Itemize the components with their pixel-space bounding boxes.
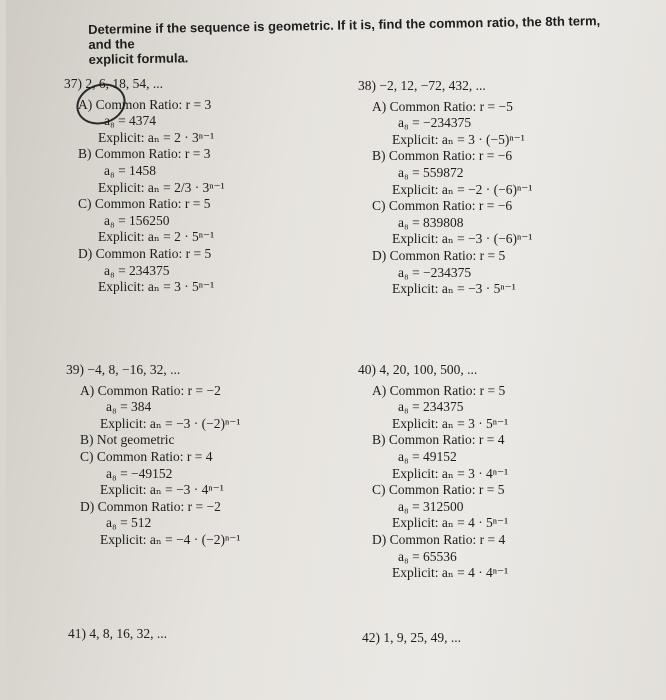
answer-detail: Explicit: aₙ = 3 · 4ⁿ⁻¹ xyxy=(392,465,509,481)
answer-detail: a₈ = 4374 xyxy=(104,113,157,129)
answer-detail: a₈ = 559872 xyxy=(398,164,464,180)
answer-option: A) Common Ratio: r = −5 xyxy=(372,98,513,114)
answer-detail: Explicit: aₙ = −2 · (−6)ⁿ⁻¹ xyxy=(392,181,533,197)
answer-detail: Explicit: aₙ = 4 · 4ⁿ⁻¹ xyxy=(392,565,509,581)
answer-detail: a₈ = 49152 xyxy=(398,448,457,464)
answer-option: D) Common Ratio: r = 4 xyxy=(372,531,506,547)
answer-detail: a₈ = −234375 xyxy=(398,115,472,131)
problem-41 xyxy=(68,626,167,647)
problem-question: 38) −2, 12, −72, 432, ... xyxy=(358,78,486,93)
instructions-line-1: Determine if the sequence is geometric. If it is, find the common ratio, the 8th term, and the xyxy=(88,13,601,52)
answer-detail: a₈ = 839808 xyxy=(398,214,464,230)
answer-detail: Explicit: aₙ = −3 · 4ⁿ⁻¹ xyxy=(100,482,224,498)
problem-39 xyxy=(66,362,240,549)
answer-detail: Explicit: aₙ = −4 · (−2)ⁿ⁻¹ xyxy=(100,531,241,547)
answer-detail: Explicit: aₙ = 3 · 5ⁿ⁻¹ xyxy=(392,415,509,431)
answer-detail: Explicit: aₙ = −3 · (−6)ⁿ⁻¹ xyxy=(392,231,533,247)
problem-question: 40) 4, 20, 100, 500, ... xyxy=(358,362,478,377)
answer-option: B) Not geometric xyxy=(80,432,175,448)
answer-detail: a₈ = 234375 xyxy=(104,262,170,278)
answer-option: A) Common Ratio: r = 5 xyxy=(372,382,506,398)
answer-option: D) Common Ratio: r = 5 xyxy=(78,245,212,261)
answer-detail: a₈ = 312500 xyxy=(398,498,464,514)
answer-option: B) Common Ratio: r = −6 xyxy=(372,148,513,164)
answer-detail: Explicit: aₙ = −3 · (−2)ⁿ⁻¹ xyxy=(100,415,241,431)
problem-38 xyxy=(358,78,532,298)
answer-option: C) Common Ratio: r = −6 xyxy=(372,198,513,214)
answer-detail: Explicit: aₙ = 2 · 5ⁿ⁻¹ xyxy=(98,229,215,245)
problem-question: 42) 1, 9, 25, 49, ... xyxy=(362,630,461,645)
answer-detail: a₈ = 1458 xyxy=(104,162,157,178)
problem-40 xyxy=(358,362,508,582)
answer-option: A) Common Ratio: r = −2 xyxy=(80,382,221,398)
instructions xyxy=(88,13,609,67)
answer-detail: Explicit: aₙ = 3 · 5ⁿ⁻¹ xyxy=(98,279,215,295)
answer-detail: a₈ = 384 xyxy=(106,399,152,415)
answer-option: C) Common Ratio: r = 4 xyxy=(80,448,213,464)
problem-question: 39) −4, 8, −16, 32, ... xyxy=(66,362,181,377)
answer-option: A) Common Ratio: r = 3 xyxy=(78,96,212,112)
answer-option: B) Common Ratio: r = 3 xyxy=(78,146,211,162)
problem-question: 41) 4, 8, 16, 32, ... xyxy=(68,626,167,641)
answer-detail: a₈ = 156250 xyxy=(104,212,170,228)
answer-detail: a₈ = −234375 xyxy=(398,264,472,280)
answer-detail: a₈ = 512 xyxy=(106,515,152,531)
instructions-line-2: explicit formula. xyxy=(88,50,189,67)
worksheet-paper xyxy=(6,0,666,700)
answer-detail: a₈ = 65536 xyxy=(398,548,457,564)
answer-detail: Explicit: aₙ = 4 · 5ⁿ⁻¹ xyxy=(392,515,509,531)
problem-37 xyxy=(64,76,225,296)
answer-option: D) Common Ratio: r = −2 xyxy=(80,498,221,514)
answer-detail: Explicit: aₙ = −3 · 5ⁿ⁻¹ xyxy=(392,281,516,297)
answer-option: C) Common Ratio: r = 5 xyxy=(372,482,505,498)
problem-question: 37) 2, 6, 18, 54, ... xyxy=(64,76,163,91)
answer-option: D) Common Ratio: r = 5 xyxy=(372,247,506,263)
answer-option: C) Common Ratio: r = 5 xyxy=(78,196,211,212)
answer-detail: Explicit: aₙ = 2 · 3ⁿ⁻¹ xyxy=(98,129,215,145)
answer-detail: a₈ = −49152 xyxy=(106,465,173,481)
problem-42 xyxy=(362,630,461,651)
answer-detail: a₈ = 234375 xyxy=(398,399,464,415)
answer-detail: Explicit: aₙ = 2/3 · 3ⁿ⁻¹ xyxy=(98,179,225,195)
answer-detail: Explicit: aₙ = 3 · (−5)ⁿ⁻¹ xyxy=(392,131,525,147)
answer-option: B) Common Ratio: r = 4 xyxy=(372,432,505,448)
